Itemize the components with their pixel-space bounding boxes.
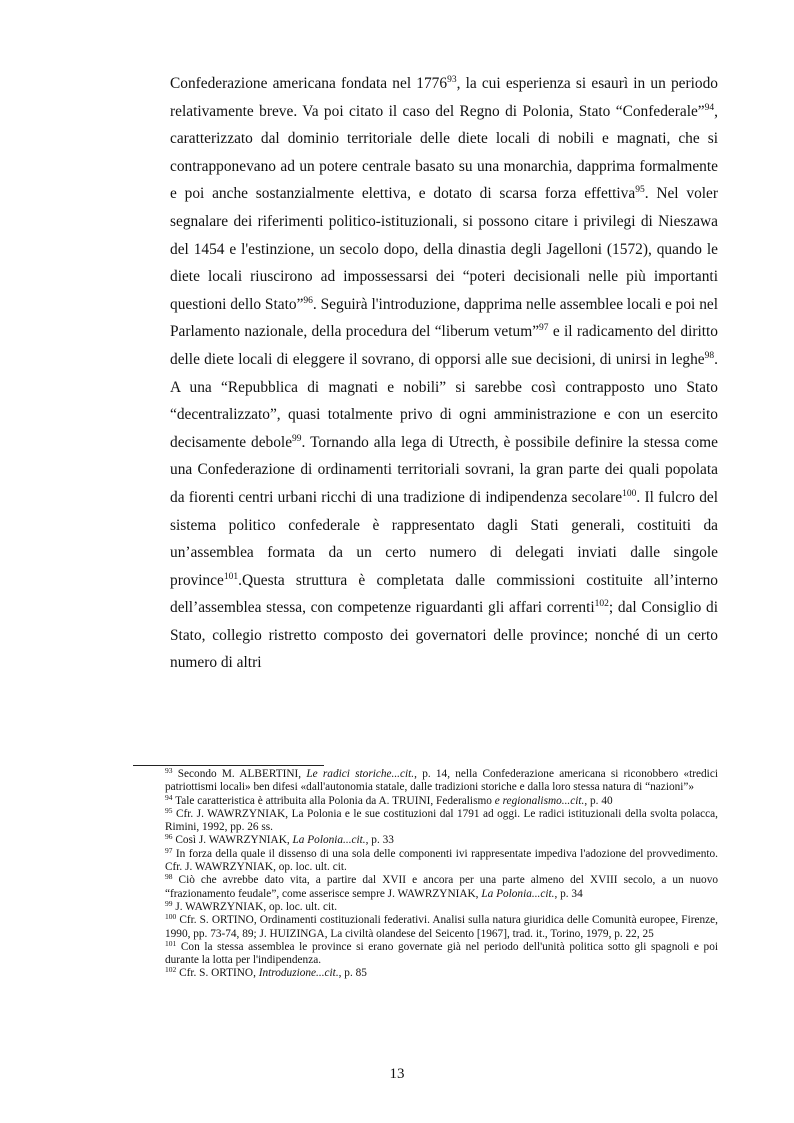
footnote-93	[165, 768, 718, 795]
body-text	[170, 70, 718, 677]
footnote-text-segment: J. WAWRZYNIAK, op. loc. ult. cit.	[172, 900, 338, 913]
footnote-text-segment: , p. 14, nella Confederazione americana si riconobbero «tredici patriottismi locali» ben difesi «dall'autonomia statale, dalle tradizioni storiche e dalla loro stessa natura di “nazioni”»	[165, 768, 718, 794]
body-ref-98: 98	[704, 350, 715, 361]
footnote-101	[165, 938, 718, 968]
body-ref-93: 93	[447, 75, 457, 85]
footnote-text-segment: Così J. WAWRZYNIAK,	[172, 834, 293, 847]
body-ref-100: 100	[622, 488, 637, 499]
footnote-ref-96: 96	[165, 832, 173, 842]
footnote-text-segment: Ciò che avrebbe dato vita, a partire dal XVII e ancora per una parte almeno del XVIII secolo, a un nuovo “frazionamento feudale”, come asserisce sempre J. WAWRZYNIAK,	[165, 874, 718, 900]
body-text-segment: . Il fulcro del sistema politico confederale è rappresentato dagli Stati generali, costituiti da un’assemblea formata da un certo numero di delegati inviati dalle singole province	[170, 488, 718, 589]
footnote-ref-101: 101	[165, 938, 177, 948]
footnote-italic-text: La Polonia...cit.	[292, 834, 366, 847]
body-text-segment: Confederazione americana fondata nel 1776	[170, 75, 448, 92]
footnote-ref-97: 97	[165, 845, 173, 855]
footnote-text-segment: Tale caratteristica è attribuita alla Polonia da A. TRUINI, Federalismo	[172, 794, 495, 807]
footnote-100	[165, 914, 718, 941]
body-text-segment: . A una “Repubblica di magnati e nobili” si sarebbe così contrapposto uno Stato “decentralizzato”, quasi totalmente privo di ogni amministrazione e con un esercito decisamente debole	[170, 350, 718, 451]
footnote-text-segment: , p. 40	[584, 794, 613, 807]
body-ref-95: 95	[635, 185, 645, 196]
body-ref-101: 101	[223, 571, 239, 582]
footnote-text-segment: Cfr. S. ORTINO, Ordinamenti costituzionali federativi. Analisi sulla natura giuridica delle Comunità europee, Firenze, 1990, pp. 73-74, 89; J. HUIZINGA, La civiltà olandese del Seicento [1967], trad. it., Torino, 1979, p. 22, 25	[165, 914, 718, 940]
footnote-98	[165, 874, 718, 901]
body-text-segment: . Nel voler segnalare dei riferimenti politico-istituzionali, si possono citare i privilegi di Nieszawa del 1454 e l'estinzione, un secolo dopo, della dinastia degli Jagelloni (1572), quando le diete locali riuscirono ad impossessarsi dei “poteri decisionali nelle più importanti questioni dello Stato”	[170, 185, 718, 313]
body-ref-96: 96	[303, 295, 313, 306]
footnote-102	[165, 967, 718, 980]
footnote-95	[165, 805, 718, 835]
body-text-segment: .Questa struttura è completata dalle commissioni costituite all’interno dell’assemblea stessa, con competenze riguardanti gli affari correnti	[170, 571, 718, 617]
body-ref-99: 99	[292, 433, 302, 444]
body-text-segment: . Seguirà l'introduzione, dapprima nelle assemblee locali e poi nel Parlamento nazionale, della procedura del “liberum vetum”	[170, 295, 718, 341]
footnote-text-segment: Con la stessa assemblea le province si erano governate già nel periodo dell'unità politica sotto gli spagnoli e poi durante la lotta per l'indipendenza.	[165, 940, 718, 967]
footnote-text-segment: , p. 33	[365, 834, 394, 847]
body-text-segment: , la cui esperienza si esaurì in un periodo relativamente breve. Va poi citato il caso del Regno di Polonia, Stato “Confederale”	[170, 75, 718, 120]
footnote-ref-95: 95	[165, 805, 173, 815]
footnote-italic-text: e regionalismo...cit.	[494, 794, 585, 807]
body-ref-97: 97	[539, 323, 549, 334]
footnote-99	[165, 898, 718, 914]
footnote-italic-text: Le radici storiche...cit.	[306, 768, 415, 780]
footnote-text-segment: , p. 34	[554, 887, 583, 900]
body-paragraph	[170, 70, 718, 677]
footnote-ref-98: 98	[165, 872, 173, 882]
body-text-segment: , caratterizzato dal dominio territoriale delle diete locali di nobili e magnati, che si contrapponevano ad un potere centrale basato su una monarchia, dapprima formalmente e poi anche sostanzialmente elettiva, e dotato di scarsa forza effettiva	[170, 102, 718, 203]
footnote-text-segment: , p. 85	[338, 967, 367, 980]
footnote-text-segment: Cfr. J. WAWRZYNIAK, La Polonia e le sue costituzioni dal 1791 ad oggi. Le radici istituzionali della svolta polacca, Rimini, 1992, pp. 26 ss.	[165, 807, 718, 834]
page-number: 13	[389, 1066, 405, 1082]
footnote-text-segment: In forza della quale il dissenso di una sola delle componenti ivi rappresentate impediva l'adozione del provvedimento. Cfr. J. WAWRZYNIAK, op. loc. ult. cit.	[165, 847, 718, 874]
footnote-94	[165, 792, 718, 808]
body-ref-102: 102	[594, 599, 609, 610]
footnote-97	[165, 845, 718, 875]
footnote-ref-93: 93	[165, 766, 173, 775]
body-ref-94: 94	[704, 102, 715, 113]
footnote-separator	[133, 765, 324, 766]
body-text-segment: . Tornando alla lega di Utrecth, è possibile definire la stessa come una Confederazione di ordinamenti territoriali sovrani, la gran parte dei quali popolata da fiorenti centri urbani ricchi di una tradizione di indipendenza secolare	[170, 433, 718, 506]
footnote-italic-text: La Polonia...cit.	[481, 887, 555, 900]
footnotes	[165, 768, 718, 981]
body-text-segment: ; dal Consiglio di Stato, collegio ristretto composto dei governatori delle province; nonché di un certo numero di altri	[170, 599, 718, 672]
footnote-96	[165, 834, 718, 847]
footnote-italic-text: Introduzione...cit.	[258, 967, 339, 980]
footnote-ref-94: 94	[165, 792, 173, 802]
footnote-ref-99: 99	[165, 898, 173, 908]
footnote-text-segment: Secondo M. ALBERTINI,	[172, 768, 307, 780]
body-text-segment: e il radicamento del diritto delle diete locali di eleggere il sovrano, di opporsi alle sue decisioni, di unirsi in leghe	[170, 323, 718, 368]
footnote-text-segment: Cfr. S. ORTINO,	[176, 967, 259, 980]
footnote-ref-102: 102	[165, 965, 177, 975]
footnote-ref-100: 100	[165, 912, 177, 922]
